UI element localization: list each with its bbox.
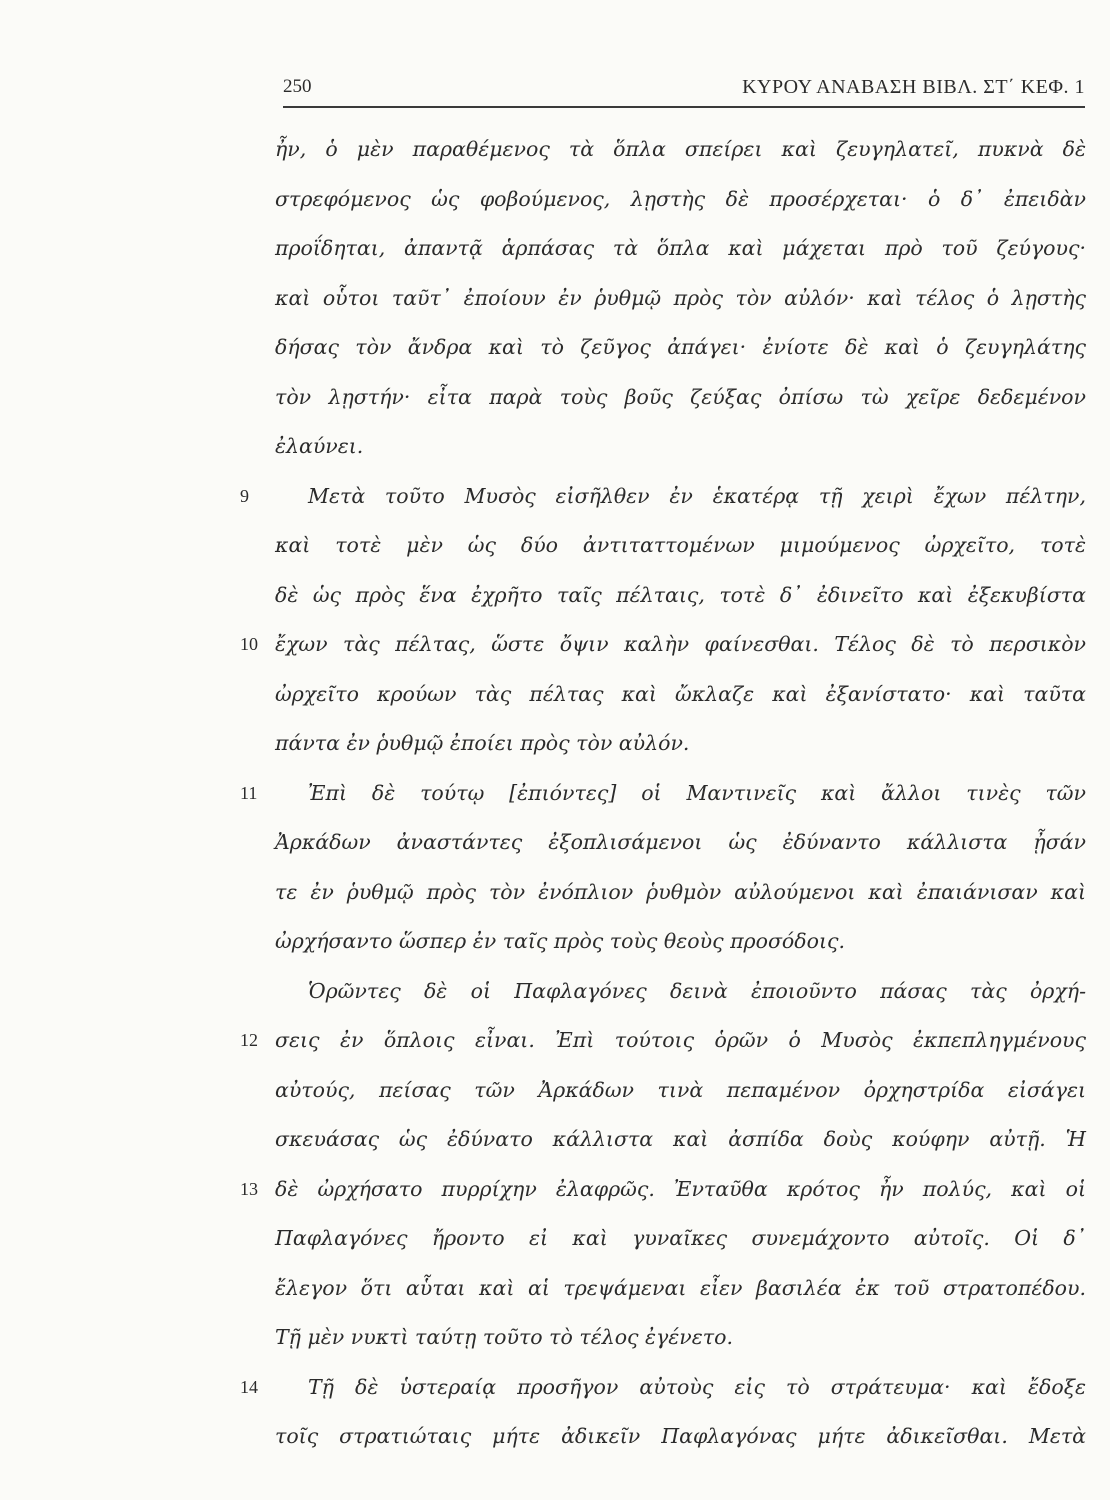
text-line (240, 719, 1090, 769)
line-text: καὶ οὗτοι ταῦτ᾽ ἐποίουν ἐν ῥυθμῷ πρὸς τὸν αὐλόν· καὶ τέλος ὁ λῃστὴς (275, 285, 1086, 310)
text-line (240, 967, 1090, 1017)
line-text: ἦν, ὁ μὲν παραθέμενος τὰ ὅπλα σπείρει καὶ ζευγηλατεῖ, πυκνὰ δὲ (275, 137, 1086, 161)
text-line (240, 917, 1090, 967)
text-line (240, 1115, 1090, 1165)
line-text: ἔλεγον ὅτι αὗται καὶ αἱ τρεψάμεναι εἶεν βασιλέα ἐκ τοῦ στρατοπέδου. (275, 1275, 1086, 1300)
line-text: Τῇ μὲν νυκτὶ ταύτῃ τοῦτο τὸ τέλος ἐγένετο. (275, 1325, 733, 1349)
text-line (240, 472, 1090, 522)
text-line (240, 868, 1090, 918)
text-line (240, 1313, 1090, 1363)
line-text: Ἐπὶ δὲ τούτῳ [ἐπιόντες] οἱ Μαντινεῖς καὶ ἄλλοι τινὲς τῶν (308, 780, 1086, 805)
section-number: 10 (240, 634, 258, 654)
line-text: Ἀρκάδων ἀναστάντες ἐξοπλισάμενοι ὡς ἐδύναντο κάλλιστα ᾖσάν (275, 830, 1086, 854)
line-text: ἐλαύνει. (275, 434, 364, 458)
text-line (240, 571, 1090, 621)
section-number: 11 (240, 782, 258, 803)
section-number: 9 (240, 485, 249, 506)
text-line (240, 1363, 1090, 1413)
text-line (240, 323, 1090, 373)
line-text: δὲ ὠρχήσατο πυρρίχην ἐλαφρῶς. Ἐνταῦθα κρότος ἦν πολύς, καὶ οἱ (275, 1176, 1086, 1201)
line-text: ὠρχεῖτο κρούων τὰς πέλτας καὶ ὤκλαζε καὶ ἐξανίστατο· καὶ ταῦτα (275, 681, 1086, 706)
text-line (240, 1016, 1090, 1066)
text-line (240, 521, 1090, 571)
text-line (240, 175, 1090, 225)
text-line (240, 1165, 1090, 1215)
line-text: Παφλαγόνες ἤροντο εἰ καὶ γυναῖκες συνεμάχοντο αὐτοῖς. Οἱ δ᾽ (275, 1226, 1086, 1250)
line-text: πάντα ἐν ῥυθμῷ ἐποίει πρὸς τὸν αὐλόν. (275, 731, 690, 755)
text-line (240, 818, 1090, 868)
text-line (240, 670, 1090, 720)
page-number: 250 (283, 76, 312, 97)
section-number: 14 (240, 1376, 258, 1397)
text-line (240, 620, 1090, 670)
line-text: σκευάσας ὡς ἐδύνατο κάλλιστα καὶ ἀσπίδα δοὺς κούφην αὐτῇ. Ἡ (275, 1127, 1086, 1151)
line-text: Ὁρῶντες δὲ οἱ Παφλαγόνες δεινὰ ἐποιοῦντο πάσας τὰς ὀρχή- (308, 978, 1086, 1003)
line-text: καὶ τοτὲ μὲν ὡς δύο ἀντιταττομένων μιμούμενος ὠρχεῖτο, τοτὲ (275, 533, 1086, 557)
text-line (240, 1214, 1090, 1264)
running-head: ΚΥΡΟΥ ΑΝΑΒΑΣΗ ΒΙΒΛ. ΣΤ΄ ΚΕΦ. 1 (742, 76, 1085, 98)
line-text: ὠρχήσαντο ὥσπερ ἐν ταῖς πρὸς τοὺς θεοὺς προσόδοις. (275, 929, 845, 953)
greek-text-block (240, 125, 1090, 1462)
line-text: προΐδηται, ἀπαντᾷ ἁρπάσας τὰ ὅπλα καὶ μάχεται πρὸ τοῦ ζεύγους· (275, 236, 1086, 260)
line-text: Τῇ δὲ ὑστεραίᾳ προσῆγον αὐτοὺς εἰς τὸ στράτευμα· καὶ ἔδοξε (308, 1374, 1086, 1399)
line-text: δήσας τὸν ἄνδρα καὶ τὸ ζεῦγος ἀπάγει· ἐνίοτε δὲ καὶ ὁ ζευγηλάτης (275, 335, 1086, 359)
section-number: 13 (240, 1178, 258, 1199)
text-line (240, 1066, 1090, 1116)
text-line (240, 769, 1090, 819)
text-line (240, 125, 1090, 175)
line-text: στρεφόμενος ὡς φοβούμενος, λῃστὴς δὲ προσέρχεται· ὁ δ᾽ ἐπειδὰν (275, 186, 1086, 211)
section-number: 12 (240, 1030, 258, 1050)
text-line (240, 274, 1090, 324)
line-text: τοῖς στρατιώταις μήτε ἀδικεῖν Παφλαγόνας μήτε ἀδικεῖσθαι. Μετὰ (275, 1424, 1086, 1448)
text-line (240, 422, 1090, 472)
line-text: δὲ ὡς πρὸς ἕνα ἐχρῆτο ταῖς πέλταις, τοτὲ δ᾽ ἐδινεῖτο καὶ ἐξεκυβίστα (275, 582, 1086, 607)
line-text: Μετὰ τοῦτο Μυσὸς εἰσῆλθεν ἐν ἑκατέρᾳ τῇ χειρὶ ἔχων πέλτην, (308, 483, 1086, 508)
text-line (240, 373, 1090, 423)
text-line (240, 224, 1090, 274)
text-line (240, 1412, 1090, 1462)
line-text: τὸν λῃστήν· εἶτα παρὰ τοὺς βοῦς ζεύξας ὀπίσω τὼ χεῖρε δεδεμένον (275, 384, 1086, 409)
line-text: αὐτούς, πείσας τῶν Ἀρκάδων τινὰ πεπαμένον ὀρχηστρίδα εἰσάγει (275, 1077, 1086, 1102)
line-text: ἔχων τὰς πέλτας, ὥστε ὄψιν καλὴν φαίνεσθαι. Τέλος δὲ τὸ περσικὸν (275, 632, 1086, 656)
text-line (240, 1264, 1090, 1314)
page-header (283, 72, 1085, 108)
line-text: τε ἐν ῥυθμῷ πρὸς τὸν ἐνόπλιον ῥυθμὸν αὐλούμενοι καὶ ἐπαιάνισαν καὶ (275, 879, 1086, 904)
line-text: σεις ἐν ὅπλοις εἶναι. Ἐπὶ τούτοις ὁρῶν ὁ Μυσὸς ἐκπεπληγμένους (275, 1028, 1086, 1052)
